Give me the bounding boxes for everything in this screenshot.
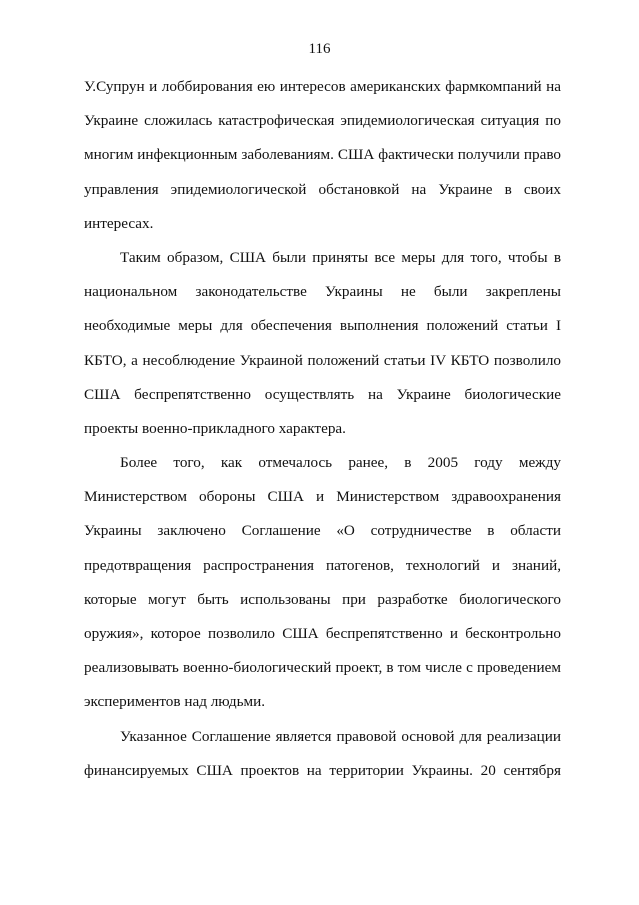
text-line: Министерством обороны США и Министерством здравоохранения <box>84 488 561 506</box>
text-line: Украины заключено Соглашение «О сотрудничестве в области <box>84 522 561 540</box>
text-line: управления эпидемиологической обстановкой на Украине в своих <box>84 180 561 198</box>
text-line: Указанное Соглашение является правовой основой для реализации <box>120 727 561 745</box>
text-line: многим инфекционным заболеваниям. США фактически получили право <box>84 146 561 164</box>
document-body <box>84 77 561 795</box>
paragraph <box>84 77 561 248</box>
text-line: КБТО, а несоблюдение Украиной положений статьи IV КБТО позволило <box>84 351 561 369</box>
text-line: Украине сложилась катастрофическая эпидемиологическая ситуация по <box>84 112 561 130</box>
text-line: Более того, как отмечалось ранее, в 2005 году между <box>120 454 561 472</box>
text-line: интересах. <box>84 214 154 232</box>
text-line: предотвращения распространения патогенов, технологий и знаний, <box>84 556 561 574</box>
text-line: Таким образом, США были приняты все меры для того, чтобы в <box>120 248 561 266</box>
page-number: 116 <box>308 41 331 57</box>
text-line: У.Супрун и лоббирования ею интересов американских фармкомпаний на <box>84 78 561 95</box>
paragraph <box>84 248 561 453</box>
text-line: национальном законодательстве Украины не были закреплены <box>84 283 561 301</box>
text-line: оружия», которое позволило США беспрепятственно и бесконтрольно <box>84 625 561 642</box>
text-line: которые могут быть использованы при разработке биологического <box>84 590 561 608</box>
text-line: финансируемых США проектов на территории Украины. 20 сентября <box>84 761 561 779</box>
text-line: проекты военно-прикладного характера. <box>84 419 346 437</box>
paragraph <box>84 727 561 795</box>
text-line: США беспрепятственно осуществлять на Украине биологические <box>84 385 561 403</box>
text-line: экспериментов над людьми. <box>84 693 266 711</box>
text-line: реализовывать военно-биологический проект, в том числе с проведением <box>84 659 561 677</box>
paragraph <box>84 453 561 727</box>
text-line: необходимые меры для обеспечения выполнения положений статьи I <box>84 317 561 335</box>
